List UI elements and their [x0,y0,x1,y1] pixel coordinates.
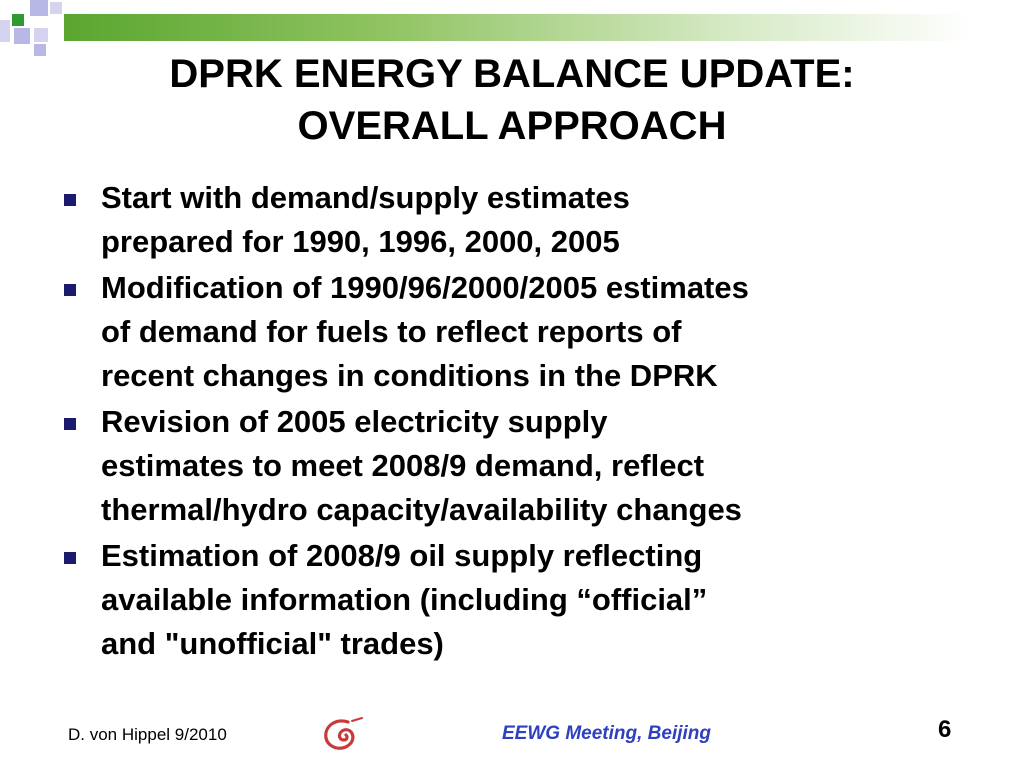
slide-title [40,48,984,152]
bullet-line: thermal/hydro capacity/availability changes [101,492,742,527]
bullet-line: available information (including “official” [101,582,708,617]
bullet-item [62,176,962,264]
bullet-list [62,176,962,668]
footer-event-title: EEWG Meeting, Beijing [502,723,712,744]
square-bullet-icon [64,194,76,206]
square-bullet-icon [64,418,76,430]
corner-square-lavender-light [0,20,10,42]
bullet-line: Modification of 1990/96/2000/2005 estimates [101,270,749,305]
bullet-line: and "unofficial" trades) [101,626,444,661]
bullet-line: of demand for fuels to reflect reports of [101,314,682,349]
page-number: 6 [938,716,952,743]
footer-author-date: D. von Hippel 9/2010 [68,725,227,744]
bullet-line: Estimation of 2008/9 oil supply reflecting [101,538,703,573]
bullet-line: Start with demand/supply estimates [101,180,630,215]
bullet-item [62,400,962,532]
slide-title-line: DPRK ENERGY BALANCE UPDATE: [169,52,855,96]
corner-square-lavender-light [34,28,48,42]
bullet-line: prepared for 1990, 1996, 2000, 2005 [101,224,620,259]
corner-square-lavender-light [50,2,62,14]
spiral-logo-icon [318,714,368,754]
header-gradient-bar [64,14,970,41]
square-bullet-icon [64,284,76,296]
corner-square-lavender [30,0,48,16]
slide-title-line: OVERALL APPROACH [297,104,727,148]
square-bullet-icon [64,552,76,564]
bullet-line: Revision of 2005 electricity supply [101,404,608,439]
corner-square-green [12,14,24,26]
bullet-item [62,534,962,666]
bullet-item [62,266,962,398]
bullet-line: estimates to meet 2008/9 demand, reflect [101,448,705,483]
bullet-line: recent changes in conditions in the DPRK [101,358,718,393]
corner-square-lavender [14,28,30,44]
